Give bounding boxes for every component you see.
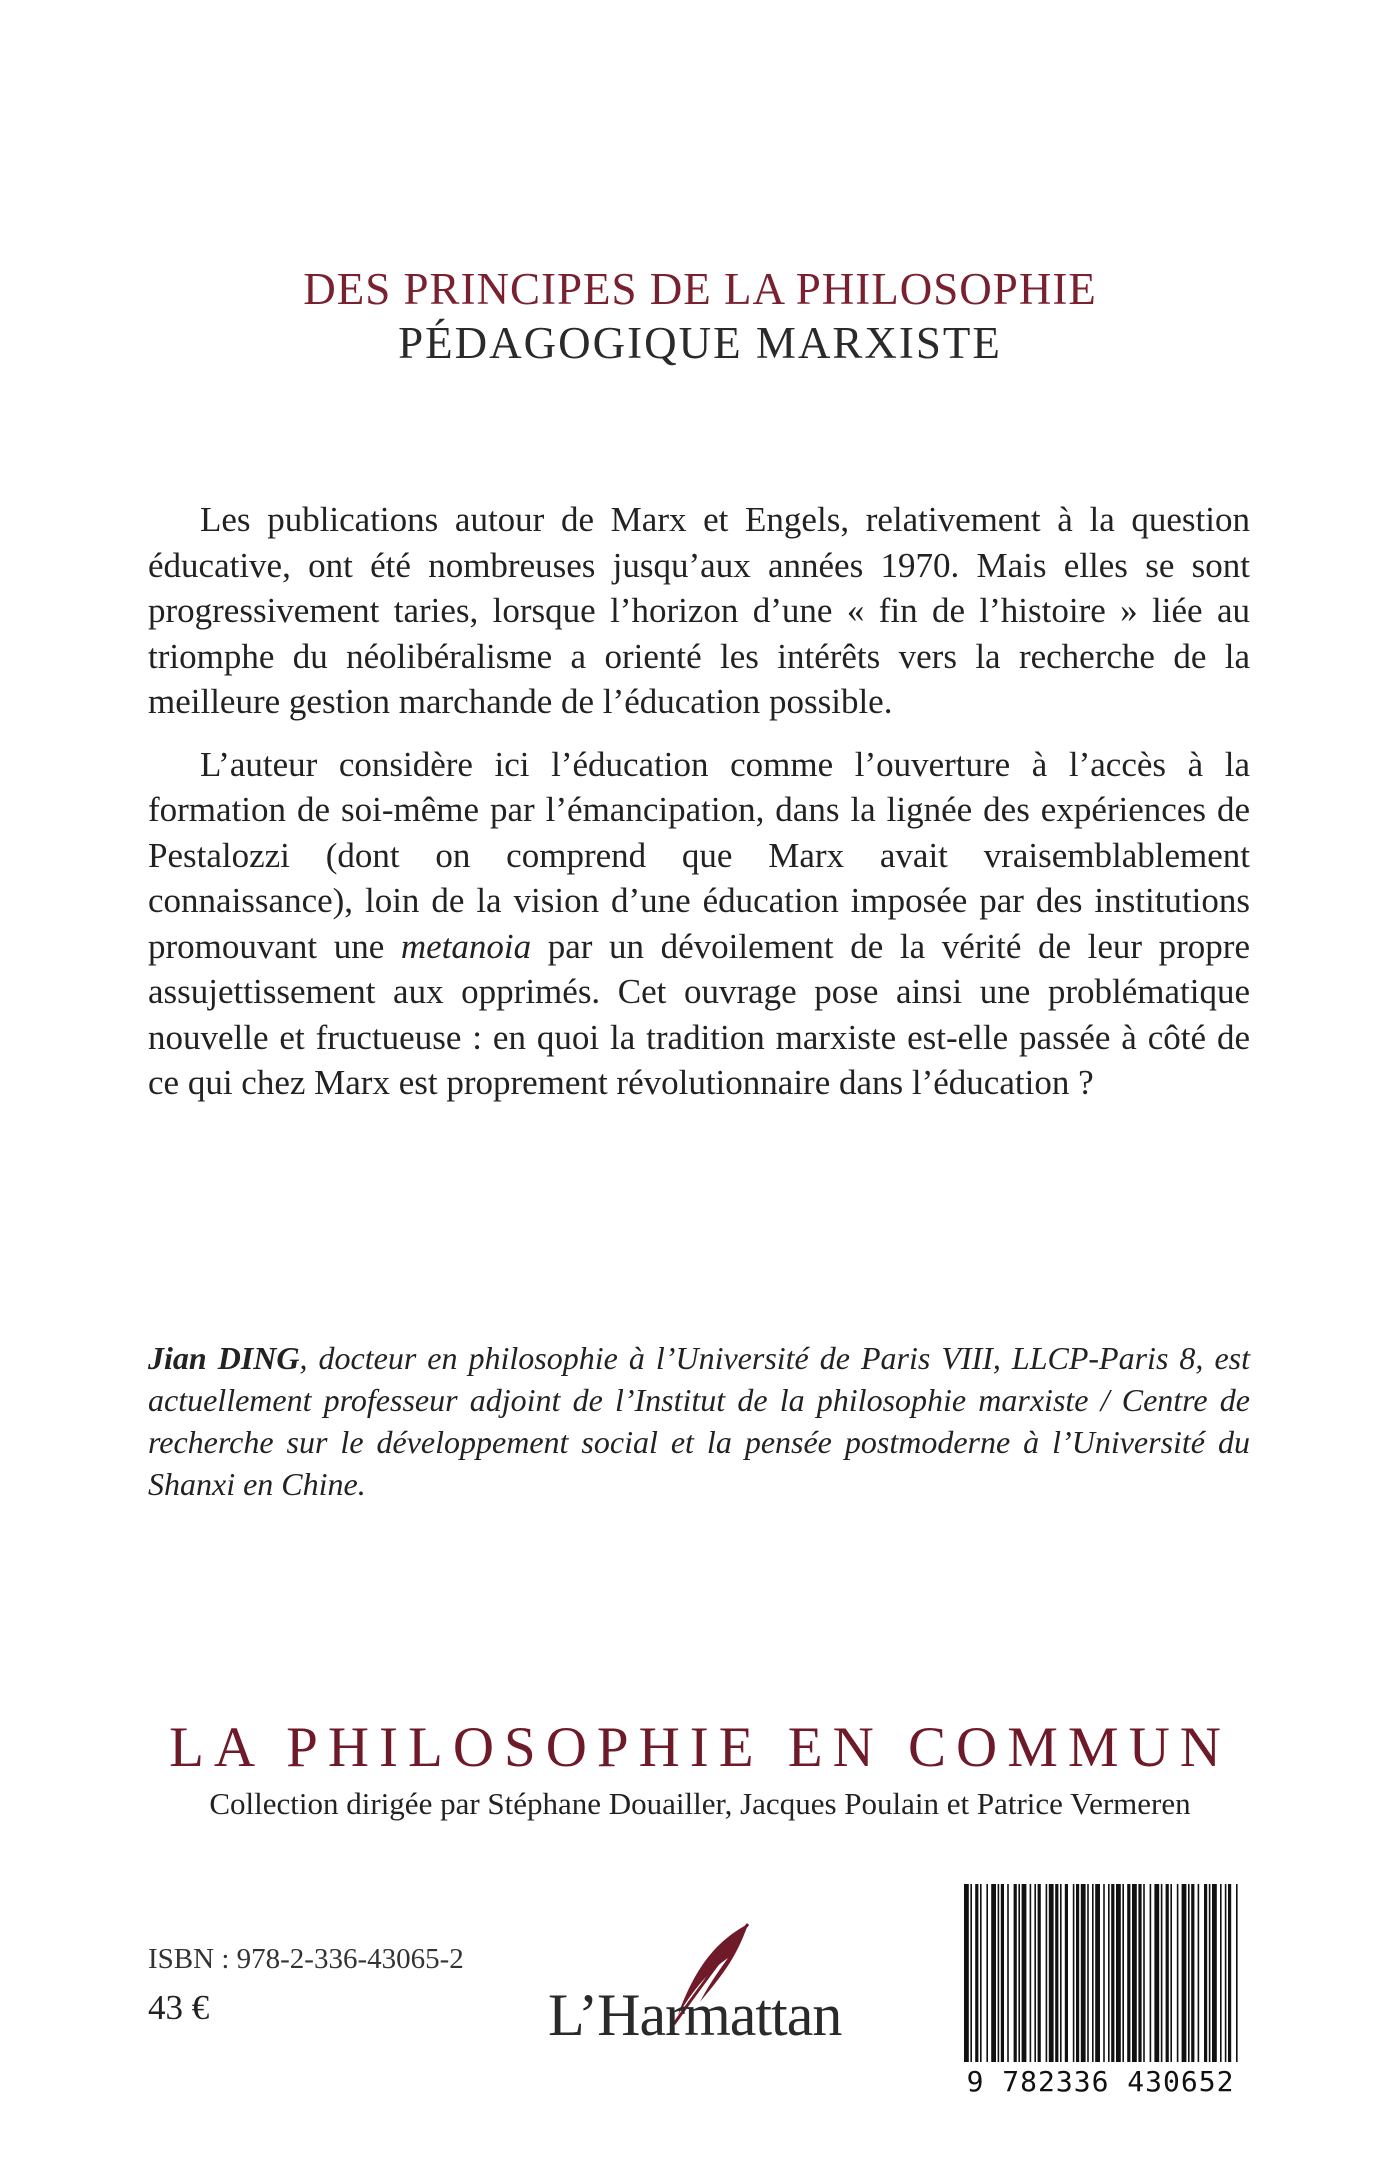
barcode-bar [1001, 1884, 1004, 2062]
barcode-bar [1018, 1884, 1020, 2062]
barcode-bar [1236, 1884, 1238, 2062]
barcode-bar [975, 1884, 978, 2062]
barcode-bar [1228, 1884, 1231, 2062]
barcode-bar [1030, 1884, 1032, 2062]
barcode-bar [1127, 1884, 1130, 2062]
price: 43 € [148, 1988, 210, 2027]
barcode-bar [1022, 1884, 1027, 2062]
barcode-bar [1049, 1884, 1054, 2062]
barcode-bar [1038, 1884, 1041, 2062]
barcode-bar [1092, 1884, 1094, 2062]
author-description: , docteur en philosophie à l’Université de Paris VIII, LLCP-Paris 8, est actuellement professeur adjoint de l’Institut de la philosophie marxiste / Centre de recherche sur le développement social et la pensée postmoderne à l’Université du Shanxi en Chine. [148, 1340, 1251, 1502]
barcode-bar [1198, 1884, 1200, 2062]
barcode-bar [1116, 1884, 1121, 2062]
barcode-bar [1170, 1884, 1172, 2062]
barcode-bar [1014, 1884, 1017, 2062]
barcode-bar [1046, 1884, 1048, 2062]
barcode-bar [1111, 1884, 1114, 2062]
summary-paragraph-2 [148, 742, 1250, 1106]
barcode-bar [970, 1884, 972, 2062]
barcode-bar [1138, 1884, 1141, 2062]
barcode-bar [1103, 1884, 1105, 2062]
barcode-bar [1225, 1884, 1227, 2062]
barcode-bar [1132, 1884, 1137, 2062]
collection-subtitle: Collection dirigée par Stéphane Douailler, Jacques Poulain et Patrice Vermeren [209, 1786, 1191, 1821]
barcode-bar [1209, 1884, 1211, 2062]
barcode-bar [1034, 1884, 1036, 2062]
barcode-bar [1150, 1884, 1152, 2062]
barcode-bar [991, 1884, 996, 2062]
barcode-bar [1191, 1884, 1194, 2062]
barcode-bar [1095, 1884, 1100, 2062]
barcode-bar [998, 1884, 1000, 2062]
barcode-bar [1007, 1884, 1009, 2062]
barcode-bar [1143, 1884, 1145, 2062]
barcode-bar [1220, 1884, 1222, 2062]
barcode-bar [1122, 1884, 1124, 2062]
collection-block [0, 1716, 1400, 1824]
book-title [0, 262, 1400, 370]
title-line-1: DES PRINCIPES DE LA PHILOSOPHIE [303, 264, 1097, 314]
barcode-bar [1182, 1884, 1187, 2062]
barcode-bar [1081, 1884, 1086, 2062]
summary-paragraph-1: Les publications autour de Marx et Engels, relativement à la question éducative, ont été nombreuses jusqu’aux années 1970. Mais elles se sont progressivement taries, lorsque l’horizon d’une « fin de l’histoire » liée au triomphe du néolibéralisme a orienté les intérêts vers la recherche de la meilleure gestion marchande de l’éducation possible. [148, 500, 1250, 721]
summary-italic-term: metanoia [400, 926, 532, 966]
barcode-bar [1177, 1884, 1179, 2062]
barcode-bar [1087, 1884, 1089, 2062]
barcode-bar [1073, 1884, 1075, 2062]
publisher-name: L’Harmattan [548, 1982, 842, 2048]
barcode-bars [958, 1878, 1243, 2064]
barcode-bar [1204, 1884, 1207, 2062]
book-summary [148, 497, 1250, 1106]
barcode-bar [986, 1884, 988, 2062]
barcode-bar [1154, 1884, 1159, 2062]
barcode-bar [1188, 1884, 1190, 2062]
barcode-bar [964, 1884, 969, 2062]
barcode-bar [1212, 1884, 1217, 2062]
barcode-bar [1108, 1884, 1110, 2062]
barcode-bar [1166, 1884, 1169, 2062]
summary-paragraph-2-start: L’auteur considère ici l’éducation comme l’ouverture à l’accès à la formation de soi-même par l’émancipation, dans la lignée des expériences de Pestalozzi (dont on comprend que Marx avait vraisemblablement connaissance), loin de la vision d’une éducation imposée par des institutions promouvant une [148, 744, 1250, 966]
barcode-bar [1060, 1884, 1062, 2062]
collection-title: LA PHILOSOPHIE EN COMMUN [169, 1716, 1231, 1779]
barcode-bar [1055, 1884, 1058, 2062]
barcode-bar [980, 1884, 982, 2062]
barcode-bar [1076, 1884, 1079, 2062]
author-name: Jian DING [148, 1340, 300, 1376]
summary-paragraph-2-end: par un dévoilement de la vérité de leur propre assujettissement aux opprimés. Cet ouvrage pose ainsi une problématique nouvelle et fructueuse : en quoi la tradition marxiste est-elle passée à côté de ce qui chez Marx est proprement révolutionnaire dans l’éducation ? [148, 926, 1250, 1102]
author-bio [148, 1337, 1250, 1505]
title-line-2: PÉDAGOGIQUE MARXISTE [398, 318, 1002, 368]
barcode-bar [1065, 1884, 1068, 2062]
publisher-logo [548, 1920, 848, 2060]
barcode-bar [1161, 1884, 1163, 2062]
barcode-digits: 9 782336 430652 [958, 2065, 1243, 2098]
isbn: ISBN : 978-2-336-43065-2 [148, 1943, 464, 1975]
barcode [958, 1878, 1243, 2098]
